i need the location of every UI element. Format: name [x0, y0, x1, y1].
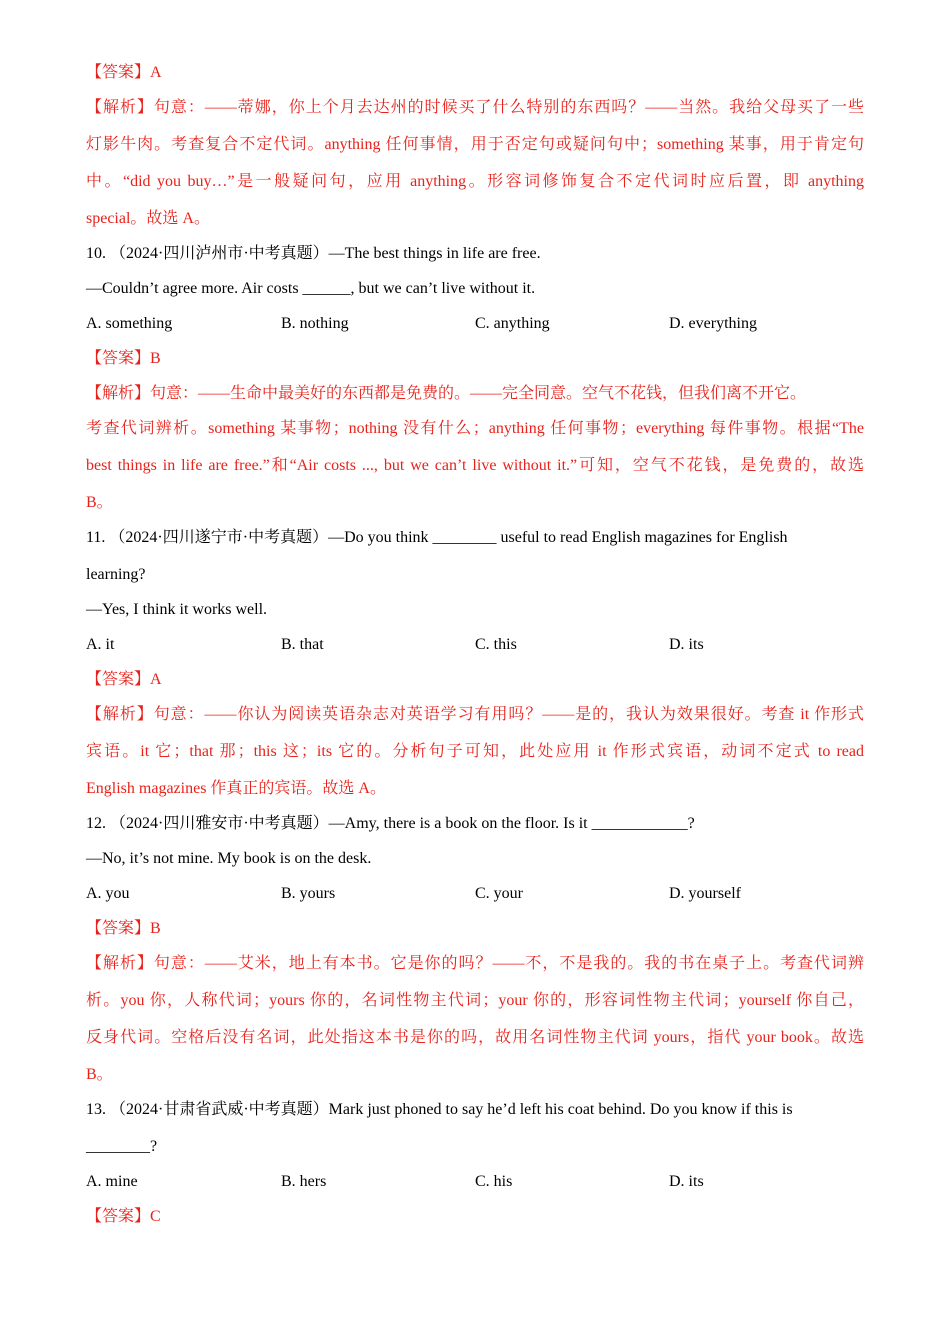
answer-explanation-line: B。	[86, 494, 113, 511]
answer-explanation-line: best things in life are free.”和“Air costs ..., but we can’t live without it.”可知，空气不花钱，是免费的，故选	[86, 457, 864, 474]
answer-option: A. it	[86, 636, 115, 653]
answer-explanation-line: 【答案】A	[86, 64, 162, 81]
answer-explanation-line: 考查代词辨析。something 某事物；nothing 没有什么；anything 任何事物；everything 每件事物。根据“The	[86, 420, 864, 437]
question-line: 13. （2024·甘肃省武威·中考真题）Mark just phoned to say he’d left his coat behind. Do you know if this is	[86, 1101, 793, 1118]
answer-explanation-line: 【答案】B	[86, 350, 161, 367]
answer-explanation-line: 中。“did you buy…”是一般疑问句，应用 anything。形容词修饰复合不定代词时应后置，即 anything	[86, 173, 864, 190]
question-line: —Yes, I think it works well.	[86, 601, 268, 618]
answer-explanation-line: 【答案】B	[86, 920, 161, 937]
answer-option: C. his	[475, 1173, 513, 1190]
answer-option: A. something	[86, 315, 173, 332]
answer-option: B. hers	[281, 1173, 327, 1190]
question-line: 11. （2024·四川遂宁市·中考真题）—Do you think ________ useful to read English magazines for English	[86, 529, 788, 546]
answer-option: D. its	[669, 636, 704, 653]
answer-option: A. mine	[86, 1173, 138, 1190]
answer-option: A. you	[86, 885, 130, 902]
question-line: ________?	[86, 1138, 158, 1155]
question-line: learning?	[86, 566, 146, 583]
question-line: —No, it’s not mine. My book is on the desk.	[86, 850, 372, 867]
answer-option: C. your	[475, 885, 523, 902]
answer-option: B. yours	[281, 885, 336, 902]
answer-explanation-line: 【解析】句意：——生命中最美好的东西都是免费的。——完全同意。空气不花钱，但我们离不开它。	[86, 385, 807, 402]
answer-explanation-line: special。故选 A。	[86, 210, 210, 227]
answer-option: D. yourself	[669, 885, 741, 902]
question-line: 10. （2024·四川泸州市·中考真题）—The best things in life are free.	[86, 245, 541, 262]
question-line: 12. （2024·四川雅安市·中考真题）—Amy, there is a book on the floor. Is it ____________?	[86, 815, 695, 832]
answer-explanation-line: English magazines 作真正的宾语。故选 A。	[86, 780, 386, 797]
answer-explanation-line: 【答案】C	[86, 1208, 161, 1225]
answer-explanation-line: 反身代词。空格后没有名词，此处指这本书是你的吗，故用名词性物主代词 yours，指代 your book。故选	[86, 1029, 864, 1046]
answer-option: D. its	[669, 1173, 704, 1190]
answer-option: C. anything	[475, 315, 550, 332]
question-line: —Couldn’t agree more. Air costs ______, but we can’t live without it.	[86, 280, 536, 297]
answer-option: B. that	[281, 636, 324, 653]
answer-option: B. nothing	[281, 315, 349, 332]
answer-explanation-line: 灯影牛肉。考查复合不定代词。anything 任何事情，用于否定句或疑问句中；something 某事，用于肯定句	[86, 136, 864, 153]
answer-explanation-line: 【解析】句意：——艾米，地上有本书。它是你的吗？——不，不是我的。我的书在桌子上。考查代词辨	[86, 955, 864, 972]
answer-explanation-line: 宾语。it 它；that 那；this 这；its 它的。分析句子可知，此处应用 it 作形式宾语，动词不定式 to read	[86, 743, 864, 760]
answer-explanation-line: 【答案】A	[86, 671, 162, 688]
answer-option: C. this	[475, 636, 517, 653]
answer-explanation-line: 【解析】句意：——你认为阅读英语杂志对英语学习有用吗？——是的，我认为效果很好。考查 it 作形式	[86, 706, 864, 723]
answer-explanation-line: B。	[86, 1066, 113, 1083]
answer-explanation-line: 析。you 你，人称代词；yours 你的，名词性物主代词；your 你的，形容词性物主代词；yourself 你自己，	[86, 992, 864, 1009]
answer-option: D. everything	[669, 315, 757, 332]
answer-explanation-line: 【解析】句意：——蒂娜，你上个月去达州的时候买了什么特别的东西吗？——当然。我给父母买了一些	[86, 99, 864, 116]
